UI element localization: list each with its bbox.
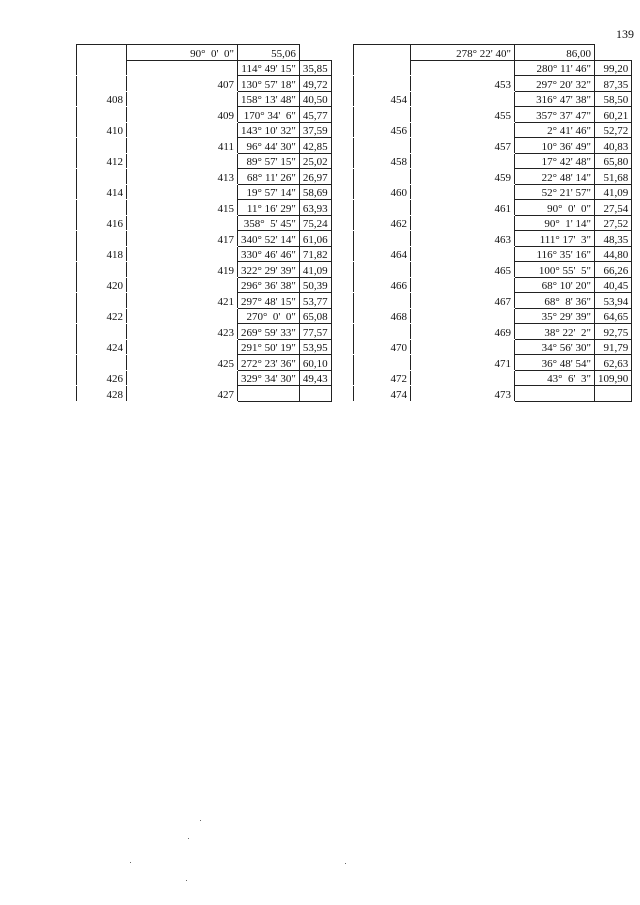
blank-cell bbox=[595, 386, 632, 402]
point-number-cell: 469 bbox=[411, 308, 515, 339]
distance-cell: 87,35 bbox=[595, 76, 632, 92]
point-number-cell: 473 bbox=[411, 370, 515, 401]
point-number-cell: 422 bbox=[77, 293, 127, 324]
distance-cell: 41,09 bbox=[299, 262, 331, 278]
distance-cell: 55,06 bbox=[238, 45, 300, 61]
distance-cell: 44,80 bbox=[595, 246, 632, 262]
point-number-cell: 462 bbox=[354, 200, 411, 231]
distance-cell: 91,79 bbox=[595, 339, 632, 355]
point-number-cell: 459 bbox=[411, 153, 515, 184]
angle-cell: 43° 6' 3" bbox=[515, 370, 595, 386]
distance-cell: 60,10 bbox=[299, 355, 331, 371]
angle-cell: 35° 29' 39" bbox=[515, 308, 595, 324]
angle-cell: 170° 34' 6" bbox=[238, 107, 300, 123]
point-number-cell: 472 bbox=[354, 355, 411, 386]
distance-cell: 41,09 bbox=[595, 184, 632, 200]
left-survey-table bbox=[76, 44, 332, 402]
angle-cell: 270° 0' 0" bbox=[238, 308, 300, 324]
point-number-cell: 426 bbox=[77, 355, 127, 386]
page-number: 139 bbox=[616, 27, 634, 41]
angle-cell: 114° 49' 15" bbox=[238, 60, 300, 76]
angle-cell: 278° 22' 40" bbox=[411, 45, 515, 61]
distance-cell: 49,43 bbox=[299, 370, 331, 386]
angle-cell: 329° 34' 30" bbox=[238, 370, 300, 386]
point-number-cell: 455 bbox=[411, 91, 515, 122]
point-number-cell: 418 bbox=[77, 231, 127, 262]
point-number-cell: 416 bbox=[77, 200, 127, 231]
right-survey-table bbox=[353, 44, 632, 402]
point-number-cell: 468 bbox=[354, 293, 411, 324]
point-number-cell: 423 bbox=[127, 308, 238, 339]
angle-cell: 291° 50' 19" bbox=[238, 339, 300, 355]
point-number-cell: 407 bbox=[127, 60, 238, 91]
point-number-cell: 428 bbox=[77, 386, 127, 402]
table-row bbox=[77, 45, 332, 61]
point-number-cell: 453 bbox=[411, 60, 515, 91]
blank-cell bbox=[299, 386, 331, 402]
angle-cell: 38° 22' 2" bbox=[515, 324, 595, 340]
angle-cell: 330° 46' 46" bbox=[238, 246, 300, 262]
distance-cell: 58,69 bbox=[299, 184, 331, 200]
point-number-cell bbox=[354, 45, 411, 76]
angle-cell: 357° 37' 47" bbox=[515, 107, 595, 123]
angle-cell: 90° 1' 14" bbox=[515, 215, 595, 231]
point-number-cell: 424 bbox=[77, 324, 127, 355]
angle-cell: 36° 48' 54" bbox=[515, 355, 595, 371]
distance-cell: 25,02 bbox=[299, 153, 331, 169]
distance-cell: 61,06 bbox=[299, 231, 331, 247]
point-number-cell: 412 bbox=[77, 138, 127, 169]
point-number-cell: 458 bbox=[354, 138, 411, 169]
angle-cell: 297° 20' 32" bbox=[515, 76, 595, 92]
angle-cell: 22° 48' 14" bbox=[515, 169, 595, 185]
distance-cell: 40,45 bbox=[595, 277, 632, 293]
angle-cell: 52° 21' 57" bbox=[515, 184, 595, 200]
distance-cell: 92,75 bbox=[595, 324, 632, 340]
distance-cell: 35,85 bbox=[299, 60, 331, 76]
point-number-cell: 427 bbox=[127, 370, 238, 401]
point-number-cell: 411 bbox=[127, 122, 238, 153]
distance-cell: 86,00 bbox=[515, 45, 595, 61]
point-number-cell: 460 bbox=[354, 169, 411, 200]
angle-cell: 89° 57' 15" bbox=[238, 153, 300, 169]
distance-cell: 42,85 bbox=[299, 138, 331, 154]
point-number-cell: 471 bbox=[411, 339, 515, 370]
point-number-cell: 408 bbox=[77, 76, 127, 107]
distance-cell: 50,39 bbox=[299, 277, 331, 293]
angle-cell: 11° 16' 29" bbox=[238, 200, 300, 216]
angle-cell: 130° 57' 18" bbox=[238, 76, 300, 92]
angle-cell: 269° 59' 33" bbox=[238, 324, 300, 340]
distance-cell: 53,94 bbox=[595, 293, 632, 309]
distance-cell: 53,95 bbox=[299, 339, 331, 355]
point-number-cell: 466 bbox=[354, 262, 411, 293]
blank-cell bbox=[515, 386, 595, 402]
angle-cell: 96° 44' 30" bbox=[238, 138, 300, 154]
point-number-cell: 409 bbox=[127, 91, 238, 122]
point-number-cell: 419 bbox=[127, 246, 238, 277]
distance-cell: 99,20 bbox=[595, 60, 632, 76]
distance-cell: 65,08 bbox=[299, 308, 331, 324]
point-number-cell: 417 bbox=[127, 215, 238, 246]
angle-cell: 90° 0' 0" bbox=[127, 45, 238, 61]
blank-cell bbox=[238, 386, 300, 402]
angle-cell: 19° 57' 14" bbox=[238, 184, 300, 200]
angle-cell: 2° 41' 46" bbox=[515, 122, 595, 138]
distance-cell: 65,80 bbox=[595, 153, 632, 169]
angle-cell: 17° 42' 48" bbox=[515, 153, 595, 169]
distance-cell: 77,57 bbox=[299, 324, 331, 340]
angle-cell: 90° 0' 0" bbox=[515, 200, 595, 216]
point-number-cell: 454 bbox=[354, 76, 411, 107]
distance-cell: 53,77 bbox=[299, 293, 331, 309]
distance-cell: 71,82 bbox=[299, 246, 331, 262]
point-number-cell: 410 bbox=[77, 107, 127, 138]
point-number-cell: 463 bbox=[411, 215, 515, 246]
distance-cell: 45,77 bbox=[299, 107, 331, 123]
point-number-cell: 474 bbox=[354, 386, 411, 402]
point-number-cell: 464 bbox=[354, 231, 411, 262]
angle-cell: 100° 55' 5" bbox=[515, 262, 595, 278]
point-number-cell: 415 bbox=[127, 184, 238, 215]
distance-cell: 66,26 bbox=[595, 262, 632, 278]
distance-cell: 62,63 bbox=[595, 355, 632, 371]
point-number-cell: 420 bbox=[77, 262, 127, 293]
angle-cell: 111° 17' 3" bbox=[515, 231, 595, 247]
distance-cell: 60,21 bbox=[595, 107, 632, 123]
angle-cell: 340° 52' 14" bbox=[238, 231, 300, 247]
angle-cell: 296° 36' 38" bbox=[238, 277, 300, 293]
point-number-cell: 456 bbox=[354, 107, 411, 138]
point-number-cell bbox=[77, 45, 127, 76]
point-number-cell: 467 bbox=[411, 277, 515, 308]
angle-cell: 34° 56' 30" bbox=[515, 339, 595, 355]
distance-cell: 48,35 bbox=[595, 231, 632, 247]
distance-cell: 109,90 bbox=[595, 370, 632, 386]
point-number-cell: 461 bbox=[411, 184, 515, 215]
distance-cell: 40,50 bbox=[299, 91, 331, 107]
point-number-cell: 413 bbox=[127, 153, 238, 184]
point-number-cell: 421 bbox=[127, 277, 238, 308]
angle-cell: 316° 47' 38" bbox=[515, 91, 595, 107]
angle-cell: 68° 11' 26" bbox=[238, 169, 300, 185]
distance-cell: 37,59 bbox=[299, 122, 331, 138]
point-number-cell: 457 bbox=[411, 122, 515, 153]
angle-cell: 322° 29' 39" bbox=[238, 262, 300, 278]
distance-cell: 75,24 bbox=[299, 215, 331, 231]
angle-cell: 358° 5' 45" bbox=[238, 215, 300, 231]
point-number-cell: 465 bbox=[411, 246, 515, 277]
angle-cell: 158° 13' 48" bbox=[238, 91, 300, 107]
distance-cell: 58,50 bbox=[595, 91, 632, 107]
table-row bbox=[354, 45, 632, 61]
angle-cell: 68° 8' 36" bbox=[515, 293, 595, 309]
distance-cell: 40,83 bbox=[595, 138, 632, 154]
angle-cell: 280° 11' 46" bbox=[515, 60, 595, 76]
point-number-cell: 470 bbox=[354, 324, 411, 355]
distance-cell: 27,54 bbox=[595, 200, 632, 216]
angle-cell: 272° 23' 36" bbox=[238, 355, 300, 371]
distance-cell: 49,72 bbox=[299, 76, 331, 92]
angle-cell: 143° 10' 32" bbox=[238, 122, 300, 138]
distance-cell: 64,65 bbox=[595, 308, 632, 324]
distance-cell: 63,93 bbox=[299, 200, 331, 216]
angle-cell: 116° 35' 16" bbox=[515, 246, 595, 262]
angle-cell: 10° 36' 49" bbox=[515, 138, 595, 154]
point-number-cell: 425 bbox=[127, 339, 238, 370]
distance-cell: 26,97 bbox=[299, 169, 331, 185]
distance-cell: 51,68 bbox=[595, 169, 632, 185]
distance-cell: 52,72 bbox=[595, 122, 632, 138]
point-number-cell: 414 bbox=[77, 169, 127, 200]
distance-cell: 27,52 bbox=[595, 215, 632, 231]
angle-cell: 297° 48' 15" bbox=[238, 293, 300, 309]
angle-cell: 68° 10' 20" bbox=[515, 277, 595, 293]
